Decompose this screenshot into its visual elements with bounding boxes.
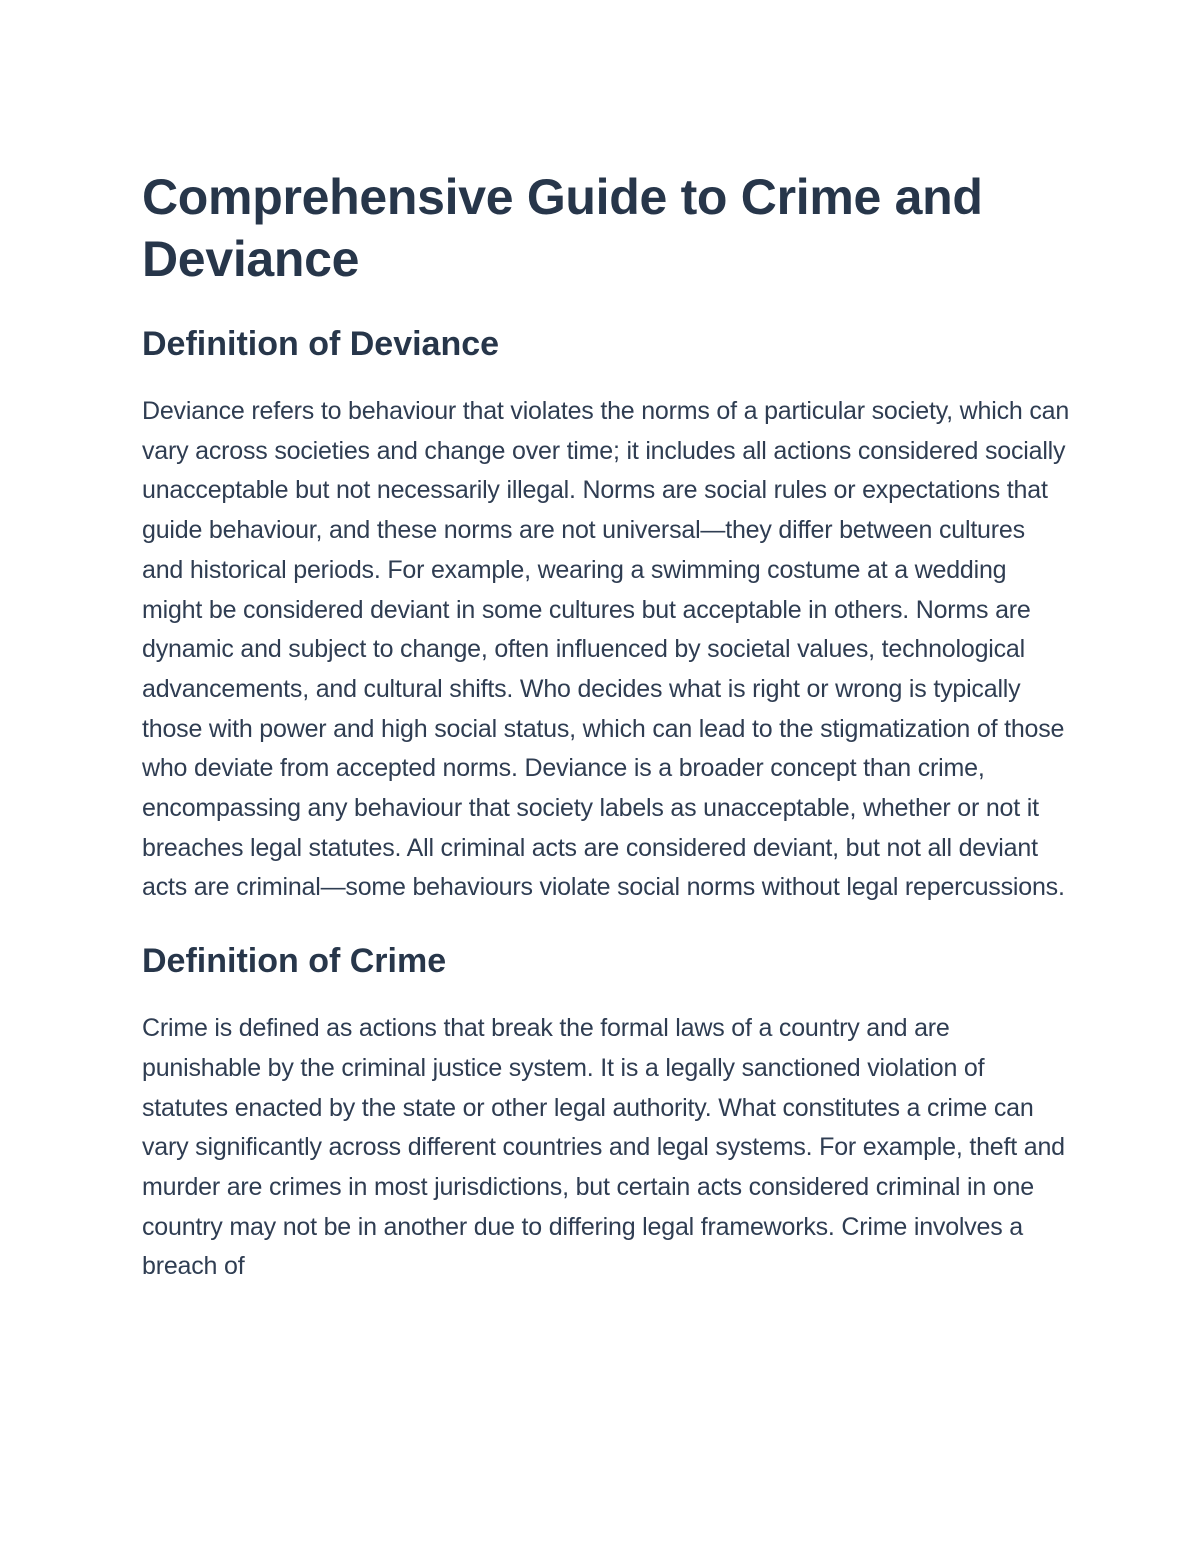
document-page [142, 166, 1072, 1287]
document-title: Comprehensive Guide to Crime and Deviance [142, 169, 983, 287]
section-heading-crime: Definition of Crime [142, 942, 447, 981]
section-body-crime: Crime is defined as actions that break the formal laws of a country and are punishable by the criminal justice system. It is a legally sanctioned violation of statutes enacted by the state or other legal authority. What constitutes a crime can vary significantly across different countries and legal systems. For example, theft and murder are crimes in most jurisdictions, but certain acts considered criminal in one country may not be in another due to differing legal frameworks. Crime involves a breach of [142, 1014, 1065, 1281]
section-body-deviance: Deviance refers to behaviour that violates the norms of a particular society, which can vary across societies and change over time; it includes all actions considered socially unacceptable but not necessarily illegal. Norms are social rules or expectations that guide behaviour, and these norms are not universal—they differ between cultures and historical periods. For example, wearing a swimming costume at a wedding might be considered deviant in some cultures but acceptable in others. Norms are dynamic and subject to change, often influenced by societal values, technological advancements, and cultural shifts. Who decides what is right or wrong is typically those with power and high social status, which can lead to the stigmatization of those who deviate from accepted norms. Deviance is a broader concept than crime, encompassing any behaviour that society labels as unacceptable, whether or not it breaches legal statutes. All criminal acts are considered deviant, but not all deviant acts are criminal—some behaviours violate social norms without legal repercussions. [142, 397, 1070, 902]
section-heading-deviance: Definition of Deviance [142, 325, 500, 363]
